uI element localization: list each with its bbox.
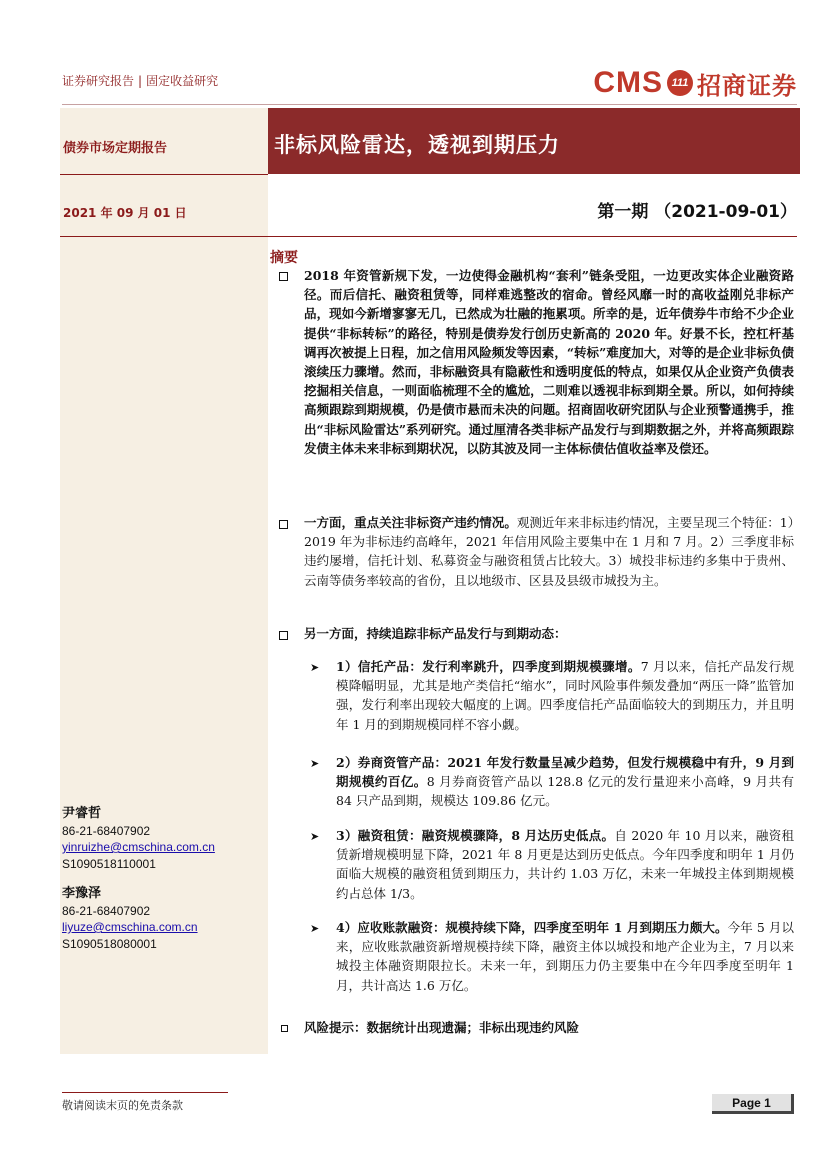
title-banner — [268, 108, 800, 174]
logo-cn-text: 招商证券 — [697, 71, 797, 100]
page-title: 非标风险雷达，透视到期压力 — [274, 133, 560, 157]
abstract-paragraph-3: 另一方面，持续追踪非标产品发行与到期动态： — [304, 626, 567, 641]
abstract-paragraph-1: 2018 年资管新规下发，一边使得金融机构“套利”链条受阻，一边更改实体企业融资路径。而后信托、融资租赁等，同样难逃整改的宿命。曾经风靡一时的高收益刚兑非标产品，现如今新增寥寥无几，已然成为壮融的拖累项。所幸的是，近年债券牛市给不少企业提供“非标转标”的路径，特别是债券发行创历史新高的 2020 年。好景不长，控杠杆基调再次被提上日程，加之信用风险频发等因素，“转标”难度加大，对等的是企业非标负债滚续压力骤增。然而，非标融资具有隐蔽性和透明度低的特点，如果仅从企业资产负债表挖掘相关信息，一则面临梳理不全的尴尬，二则难以透视非标到期全景。所以，如何持续高频跟踪到期规模，仍是债市悬而未决的问题。招商固收研究团队与企业预警通携手，推出“非标风险雷达”系列研究。通过厘清各类非标产品发行与到期数据之外，并将高频跟踪发债主体未来非标到期状况，以防其波及同一主体标债估值收益率及偿还。 — [304, 268, 794, 456]
category-divider: | — [138, 74, 143, 88]
sub-point-broker-am — [336, 753, 794, 811]
sub-point-leasing — [336, 826, 794, 903]
author-email-link[interactable]: liyuze@cmschina.com.cn — [62, 920, 198, 934]
sub-point-trust — [336, 657, 794, 734]
arrow-bullet-icon: ➤ — [310, 661, 320, 674]
report-category — [62, 72, 218, 89]
footer-divider — [62, 1092, 228, 1093]
author-name: 尹睿哲 — [62, 806, 102, 821]
sidebar-divider-date — [60, 236, 268, 237]
arrow-bullet-icon: ➤ — [310, 922, 320, 935]
checkbox-bullet-icon — [279, 631, 288, 640]
sub-point-broker-am-body: 8 月券商资管产品以 128.8 亿元的发行量迎来小高峰，9 月共有 84 只产品到期，规模达 109.86 亿元。 — [336, 774, 794, 809]
checkbox-bullet-icon — [281, 1025, 288, 1032]
issue-divider — [268, 236, 797, 237]
author-phone: 86-21-68407902 — [62, 903, 151, 918]
cms-logo — [593, 64, 797, 102]
abstract-paragraph-2 — [304, 513, 794, 590]
sub-point-leasing-body: 自 2020 年 10 月以来，融资租赁新增规模明显下降，2021 年 8 月更是达到历史低点。今年四季度和明年 1 月仍面临大规模的融资租赁到期压力，共计约 1.03 万亿，未来一年城投主体到期规模约占总体 1/3。 — [336, 828, 794, 901]
checkbox-bullet-icon — [279, 520, 288, 529]
checkbox-bullet-icon — [279, 272, 288, 281]
author-email-link[interactable]: yinruizhe@cmschina.com.cn — [62, 840, 215, 854]
paragraph-2-lead: 一方面，重点关注非标资产违约情况。 — [304, 515, 517, 530]
sub-point-leasing-lead: 3）融资租赁：融资规模骤降，8 月达历史低点。 — [336, 828, 615, 843]
author-cert-number: S1090518080001 — [62, 936, 157, 951]
arrow-bullet-icon: ➤ — [310, 830, 320, 843]
header-divider — [62, 104, 797, 105]
report-date: 2021 年 09 月 01 日 — [63, 206, 187, 220]
category-fixed-income: 固定收益研究 — [146, 74, 219, 88]
page-number: Page 1 — [712, 1094, 794, 1114]
logo-cms-text: CMS — [593, 66, 663, 99]
author-phone: 86-21-68407902 — [62, 823, 151, 838]
arrow-bullet-icon: ➤ — [310, 757, 320, 770]
author-contacts — [62, 806, 215, 952]
report-type: 债券市场定期报告 — [63, 141, 168, 156]
author-cert-number: S1090518110001 — [62, 856, 156, 871]
issue-number: 第一期 （2021-09-01） — [597, 202, 797, 222]
sub-point-receivables — [336, 918, 794, 995]
logo-seal-icon: 111 — [667, 70, 693, 96]
risk-warning: 风险提示：数据统计出现遗漏；非标出现违约风险 — [304, 1020, 580, 1035]
author-name: 李豫泽 — [62, 886, 102, 901]
abstract-heading: 摘要 — [270, 250, 298, 266]
sidebar-divider-top — [60, 174, 268, 175]
disclaimer-note: 敬请阅读末页的免责条款 — [62, 1099, 183, 1112]
sub-point-trust-lead: 1）信托产品：发行利率跳升，四季度到期规模骤增。 — [336, 659, 641, 674]
category-research: 证券研究报告 — [62, 74, 135, 88]
sub-point-receivables-lead: 4）应收账款融资：规模持续下降，四季度至明年 1 月到期压力颇大。 — [336, 920, 728, 935]
sub-point-receivables-body: 今年 5 月以来，应收账款融资新增规模持续下降，融资主体以城投和地产企业为主，7 月以来城投主体融资期限拉长。未来一年，到期压力仍主要集中在今年四季度至明年 1 月，共计高达 1.6 万亿。 — [336, 920, 794, 993]
sub-point-broker-am-lead: 2）券商资管产品：2021 年发行数量呈减少趋势，但发行规模稳中有升，9 月到期规模约百亿。 — [336, 755, 794, 790]
paragraph-2-body: 观测近年来非标违约情况，主要呈现三个特征：1）2019 年为非标违约高峰年，2021 年信用风险主要集中在 1 月和 7 月。2）三季度非标违约屡增，信托计划、私募资金与融资租赁占比较大。3）城投非标违约多集中于贵州、云南等债务率较高的省份，且以地级市、区县及县级市城投为主。 — [304, 515, 794, 588]
sub-point-trust-body: 7 月以来，信托产品发行规模降幅明显，尤其是地产类信托“缩水”，同时风险事件频发叠加“两压一降”监管加强，发行利率出现较大幅度的上调。四季度信托产品面临较大的到期压力，并且明年 1 月的到期规模同样不容小觑。 — [336, 659, 794, 732]
